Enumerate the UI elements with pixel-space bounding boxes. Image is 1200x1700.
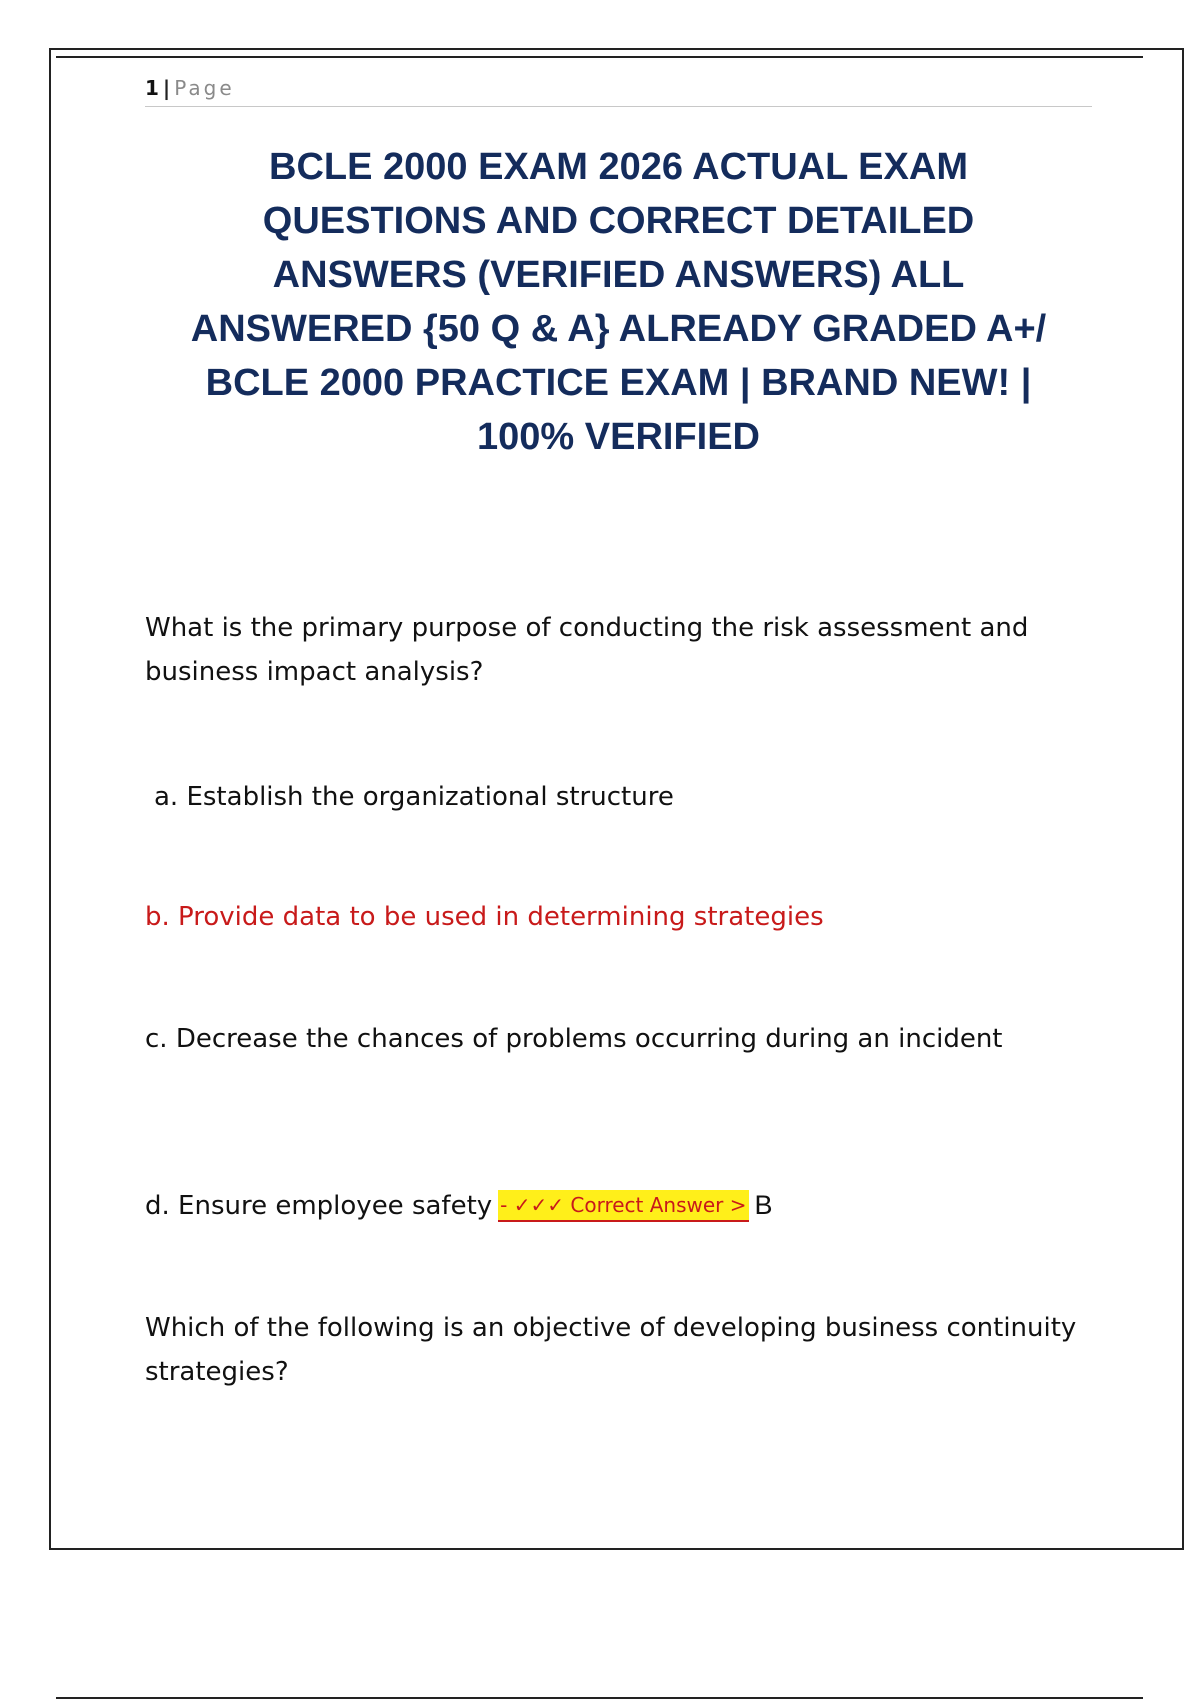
page-label: Page [174, 76, 235, 100]
question-1-option-b-correct: b. Provide data to be used in determining strategies [145, 902, 824, 932]
title-line: BCLE 2000 EXAM 2026 ACTUAL EXAM [269, 146, 968, 188]
correct-answer-marker [498, 1190, 748, 1222]
title-line: 100% VERIFIED [477, 416, 760, 458]
question-1-option-a: a. Establish the organizational structure [154, 782, 674, 812]
question-1-text: What is the primary purpose of conducting the risk assessment and business impact analysis? [145, 613, 1029, 687]
page-number: 1 [145, 76, 159, 100]
question-2-text: Which of the following is an objective of developing business continuity strategies? [145, 1313, 1077, 1387]
question-1-option-d-line [145, 1183, 1090, 1228]
checkmark-icon: ✓✓✓ [513, 1193, 565, 1217]
marker-label: Correct Answer > [564, 1193, 747, 1217]
title-line: ANSWERED {50 Q & A} ALREADY GRADED A+/ [190, 308, 1047, 350]
document-title [145, 140, 1092, 464]
marker-prefix: - [500, 1193, 514, 1217]
question-1-option-c: c. Decrease the chances of problems occurring during an incident [145, 1024, 1003, 1054]
title-line: BCLE 2000 PRACTICE EXAM | BRAND NEW! | [205, 362, 1032, 404]
bottom-border-rule [56, 1697, 1143, 1699]
title-line: QUESTIONS AND CORRECT DETAILED [262, 200, 975, 242]
title-line: ANSWERS (VERIFIED ANSWERS) ALL [272, 254, 965, 296]
page-header [145, 74, 1092, 107]
page-separator: | [162, 76, 171, 100]
correct-answer-letter: B [754, 1190, 773, 1220]
question-1-option-d: d. Ensure employee safety [145, 1191, 493, 1221]
